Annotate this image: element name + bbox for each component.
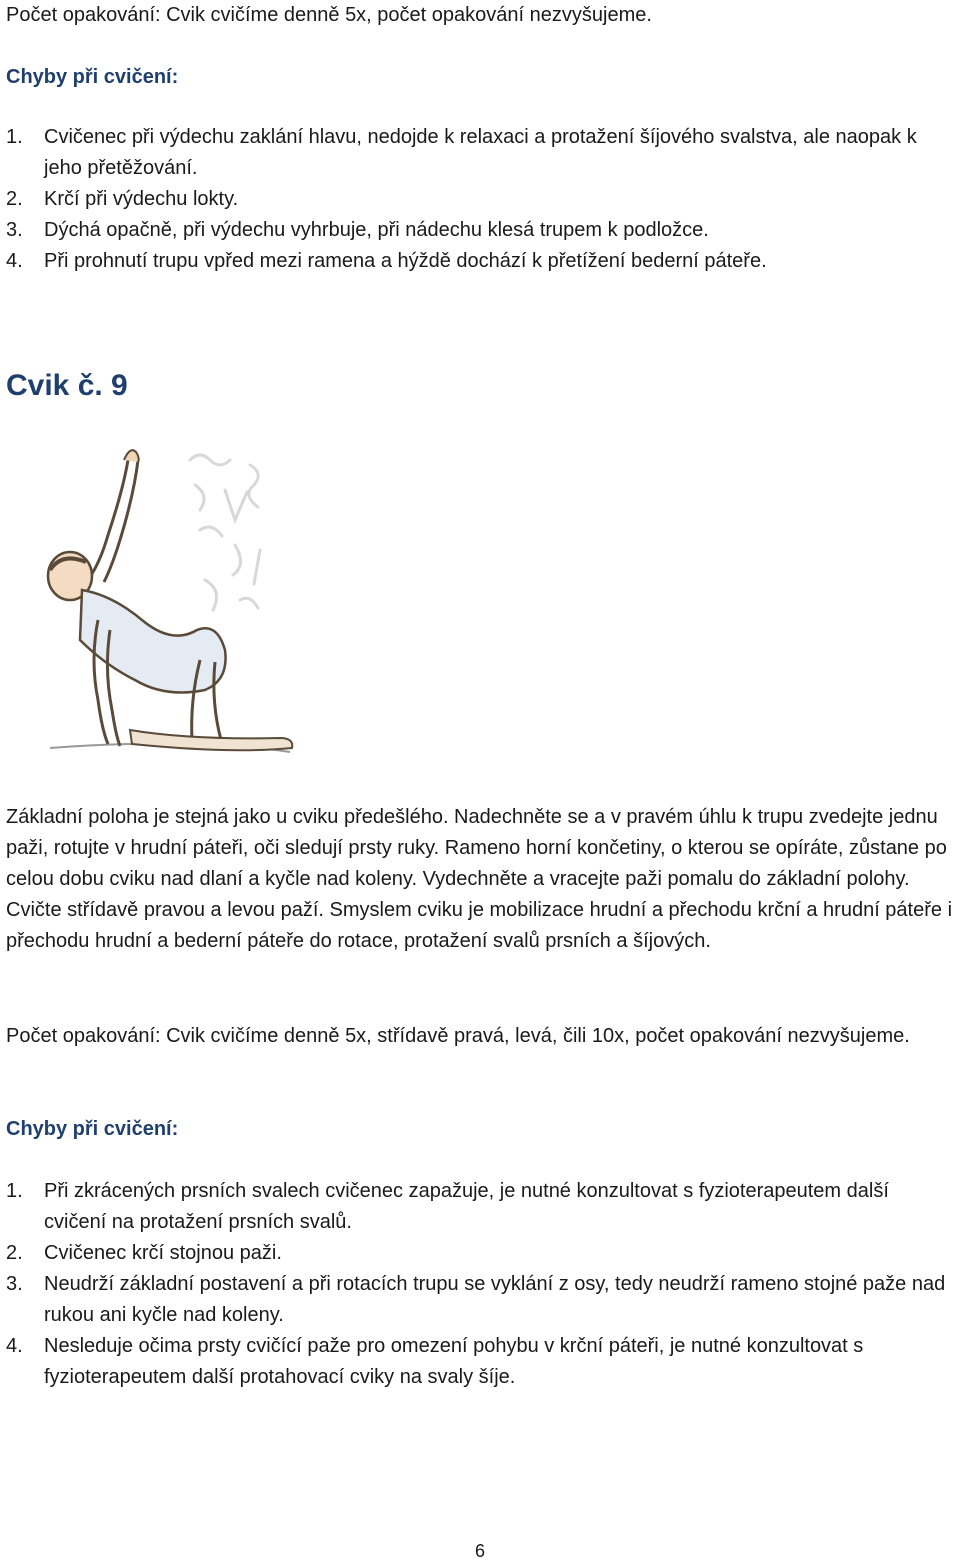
exercise-errors-list [6,1176,952,1393]
list-item: 2. Cvičenec krčí stojnou paži. [6,1242,282,1264]
list-item: 3. Neudrží základní postavení a při rotacích trupu se vyklání z osy, tedy neudrží rameno stojné paže nad rukou ani kyčle nad koleny. [6,1273,946,1326]
exercise-illustration-icon [10,430,310,775]
exercise-title: Cvik č. 9 [6,369,128,402]
exercise-errors-heading: Chyby při cvičení: [6,1118,179,1140]
intro-repetitions: Počet opakování: Cvik cvičíme denně 5x, počet opakování nezvyšujeme. [6,4,652,26]
list-item: 1. Při zkrácených prsních svalech cvičenec zapažuje, je nutné konzultovat s fyzioterapeutem další cvičení na protažení prsních svalů. [6,1180,889,1233]
list-item: 3. Dýchá opačně, při výdechu vyhrbuje, při nádechu klesá trupem k podložce. [6,219,709,241]
exercise-repetitions: Počet opakování: Cvik cvičíme denně 5x, střídavě pravá, levá, čili 10x, počet opakování nezvyšujeme. [6,1025,910,1047]
exercise-description: Základní poloha je stejná jako u cviku předešlého. Nadechněte se a v pravém úhlu k trupu zvedejte jednu paži, rotujte v hrudní páteři, oči sledují prsty ruky. Rameno horní končetiny, o kterou se opíráte, zůstane po celou dobu cviku nad dlaní a kyčle nad koleny. Vydechněte a vracejte paži pomalu do základní polohy. Cvičte střídavě pravou a levou paží. Smyslem cviku je mobilizace hrudní a přechodu krční a hrudní páteře i přechodu hrudní a bederní páteře do rotace, protažení svalů prsních a šíjových. [6,806,953,952]
list-item: 4. Při prohnutí trupu vpřed mezi ramena a hýždě dochází k přetížení bederní páteře. [6,250,767,272]
intro-errors-list [6,122,952,277]
page-number: 6 [474,1541,485,1561]
list-item: 1. Cvičenec při výdechu zaklání hlavu, nedojde k relaxaci a protažení šíjového svalstva, ale naopak k jeho přetěžování. [6,126,917,179]
list-item: 4. Nesleduje očima prsty cvičící paže pro omezení pohybu v krční páteři, je nutné konzultovat s fyzioterapeutem další protahovací cviky na svaly šíje. [6,1335,864,1388]
list-item: 2. Krčí při výdechu lokty. [6,188,239,210]
intro-errors-heading: Chyby při cvičení: [6,66,179,88]
